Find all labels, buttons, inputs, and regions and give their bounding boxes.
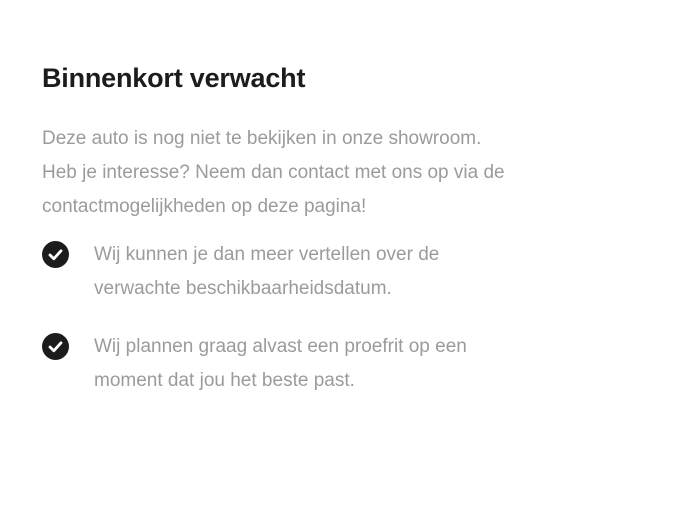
list-item-text <box>94 330 467 398</box>
check-circle-icon <box>42 333 69 360</box>
list-item <box>42 238 645 306</box>
intro-line-2: Heb je interesse? Neem dan contact met ons op via de <box>42 162 505 183</box>
intro-line-1: Deze auto is nog niet te bekijken in onze showroom. <box>42 128 482 149</box>
list-item-line: verwachte beschikbaarheidsdatum. <box>94 278 392 299</box>
intro-paragraph <box>42 122 645 224</box>
list-item-line: Wij plannen graag alvast een proefrit op een <box>94 336 467 357</box>
check-circle-icon <box>42 241 69 268</box>
page-title: Binnenkort verwacht <box>42 63 306 93</box>
benefits-list <box>42 238 645 398</box>
list-item-line: Wij kunnen je dan meer vertellen over de <box>94 244 440 265</box>
list-item-line: moment dat jou het beste past. <box>94 370 355 391</box>
list-item <box>42 330 645 398</box>
list-item-text <box>94 238 439 306</box>
intro-line-3: contactmogelijkheden op deze pagina! <box>42 196 367 217</box>
